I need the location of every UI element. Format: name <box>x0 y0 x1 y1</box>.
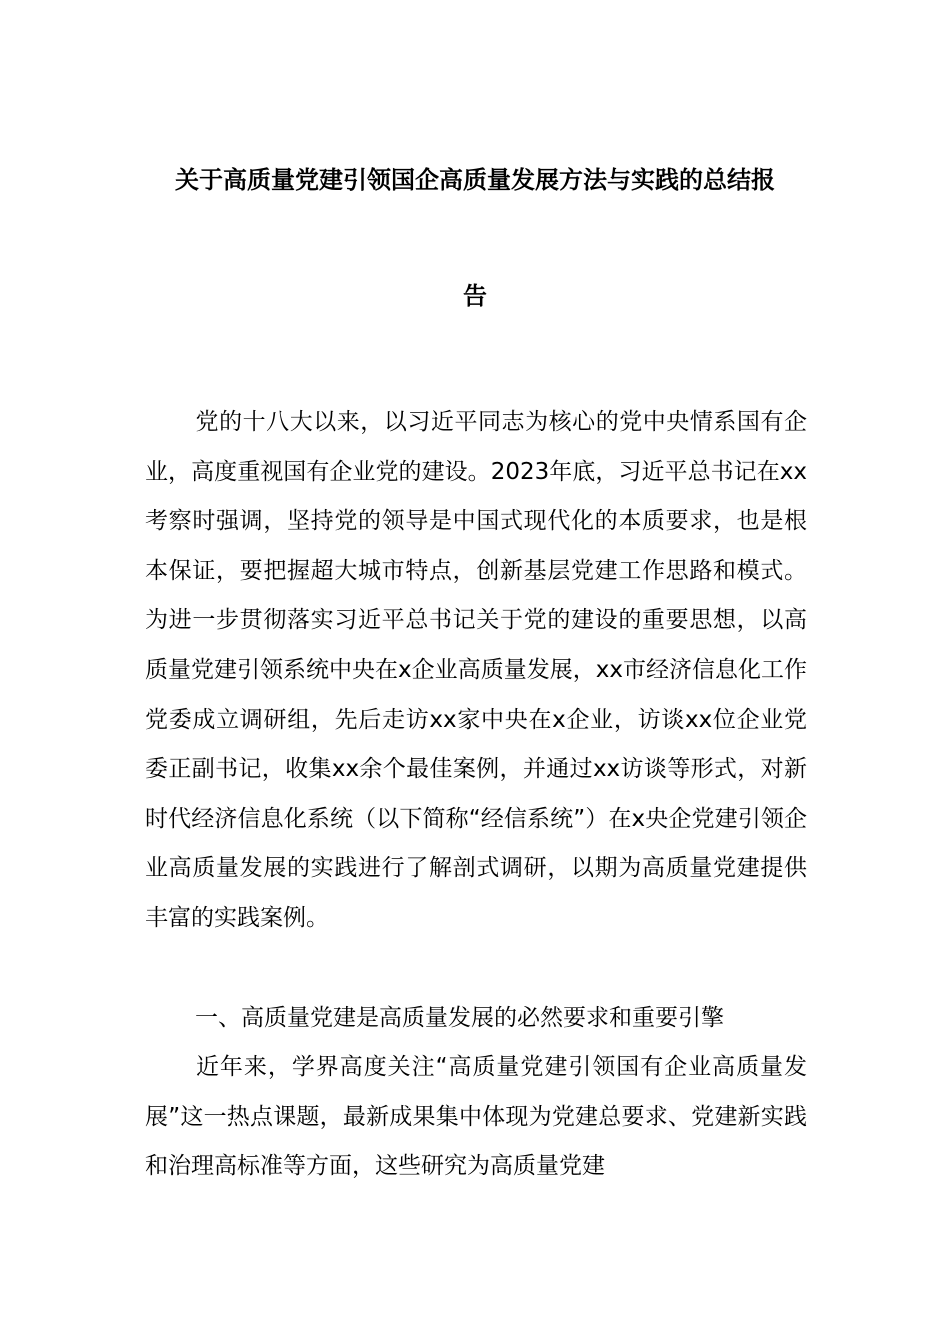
section-1-paragraph <box>145 1043 807 1192</box>
section-heading-1-text: 一、高质量党建是高质量发展的必然要求和重要引擎 <box>195 1005 724 1031</box>
document-title-line-1: 关于高质量党建引领国企高质量发展方法与实践的总结报 <box>175 166 775 194</box>
intro-paragraph-text: 党的十八大以来，以习近平同志为核心的党中央情系国有企业，高度重视国有企业党的建设。2023年底，习近平总书记在xx考察时强调，坚持党的领导是中国式现代化的本质要求，也是根本保证，要把握超大城市特点，创新基层党建工作思路和模式。为进一步贯彻落实习近平总书记关于党的建设的重要思想，以高质量党建引领系统中央在x企业高质量发展，xx市经济信息化工作党委成立调研组，先后走访xx家中央在x企业，访谈xx位企业党委正副书记，收集xx余个最佳案例，并通过xx访谈等形式，对新时代经济信息化系统（以下简称“经信系统”）在x央企党建引领企业高质量发展的实践进行了解剖式调研，以期为高质量党建提供丰富的实践案例。 <box>145 409 807 931</box>
section-1-paragraph-text: 近年来，学界高度关注“高质量党建引领国有企业高质量发展”这一热点课题，最新成果集中体现为党建总要求、党建新实践和治理高标准等方面，这些研究为高质量党建 <box>145 1054 807 1180</box>
intro-paragraph <box>145 398 807 944</box>
document-title-line-2: 告 <box>463 282 487 310</box>
section-heading-1 <box>145 994 807 1044</box>
